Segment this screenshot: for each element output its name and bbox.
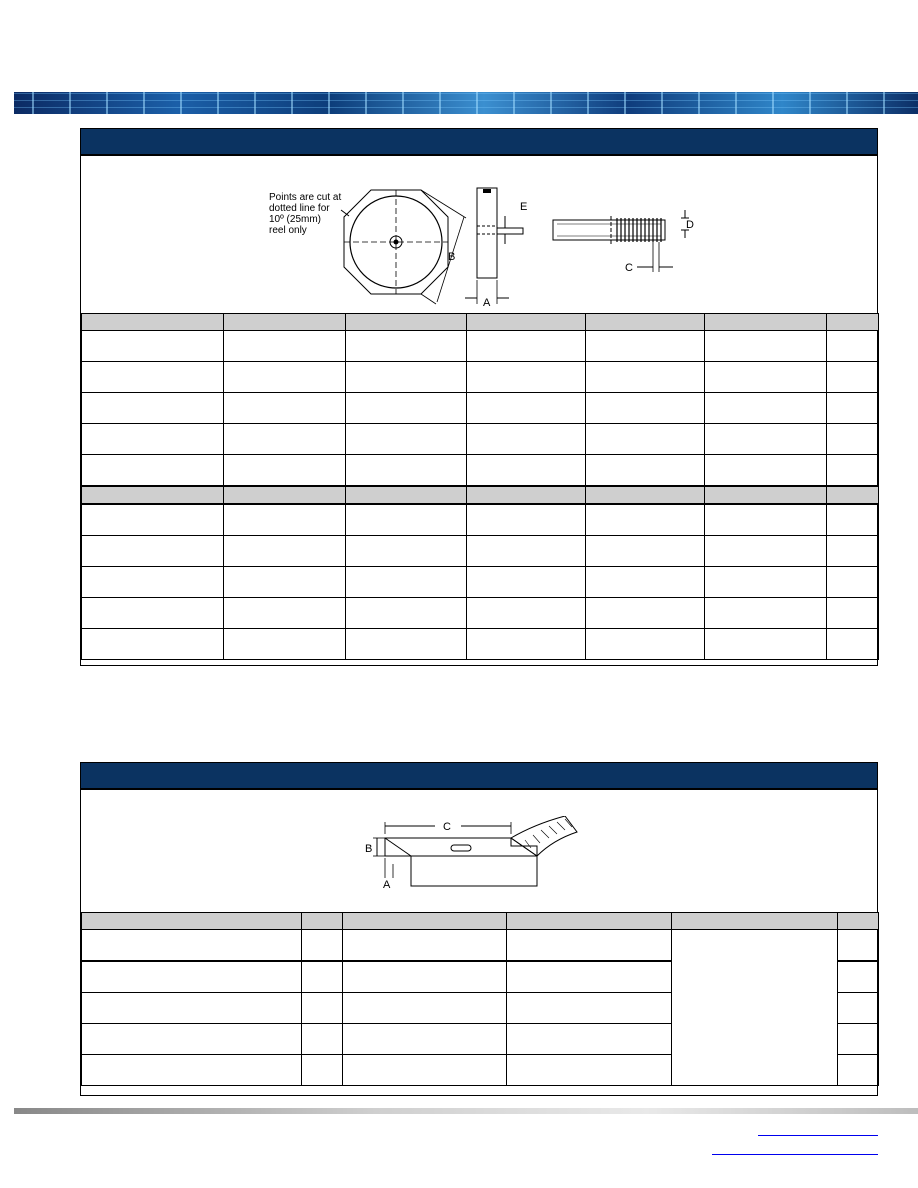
reel-table-header-row (82, 314, 879, 331)
ammo-diagram (365, 816, 605, 900)
ammo-section-header (80, 762, 878, 789)
reel-table-subheader-row (82, 486, 879, 504)
ammo-table-header-row (82, 913, 879, 930)
reel-note-line-4: reel only (269, 225, 307, 236)
reel-dim-b-label: B (448, 251, 456, 263)
reel-dim-c-label: C (625, 262, 633, 274)
ammo-slot (451, 845, 471, 851)
reel-note-line-3: 10º (25mm) (269, 214, 321, 225)
table-row (82, 598, 879, 629)
ammo-dim-a-label: A (383, 879, 391, 891)
ammo-dim-c-label: C (443, 821, 451, 833)
table-row (82, 424, 879, 455)
reel-side-view (477, 188, 497, 278)
ammo-section (80, 789, 878, 1096)
reel-dim-d-label: D (686, 219, 694, 231)
table-row (82, 567, 879, 598)
table-row (82, 455, 879, 487)
table-row (82, 393, 879, 424)
reel-diagram (261, 180, 701, 310)
ammo-spec-table (81, 912, 879, 1086)
footer-link-1[interactable] (758, 1135, 878, 1136)
table-row (82, 504, 879, 536)
reel-tape-view (553, 220, 665, 240)
reel-spec-table (81, 313, 879, 660)
reel-dim-a-label: A (483, 297, 491, 309)
header-banner (14, 92, 918, 114)
reel-note-line-2: dotted line for (269, 203, 330, 214)
merged-cell (672, 930, 838, 1086)
table-row (82, 362, 879, 393)
ammo-tape (511, 816, 577, 856)
footer-rule (14, 1108, 918, 1114)
ammo-dim-b-label: B (365, 843, 373, 855)
reel-dim-e-label: E (520, 201, 528, 213)
reel-section (80, 155, 878, 666)
table-row (82, 536, 879, 567)
table-row (82, 629, 879, 660)
reel-note-line-1: Points are cut at (269, 192, 342, 203)
table-row (82, 930, 879, 962)
footer-link-2[interactable] (712, 1154, 878, 1155)
table-row (82, 331, 879, 362)
reel-section-header (80, 128, 878, 155)
